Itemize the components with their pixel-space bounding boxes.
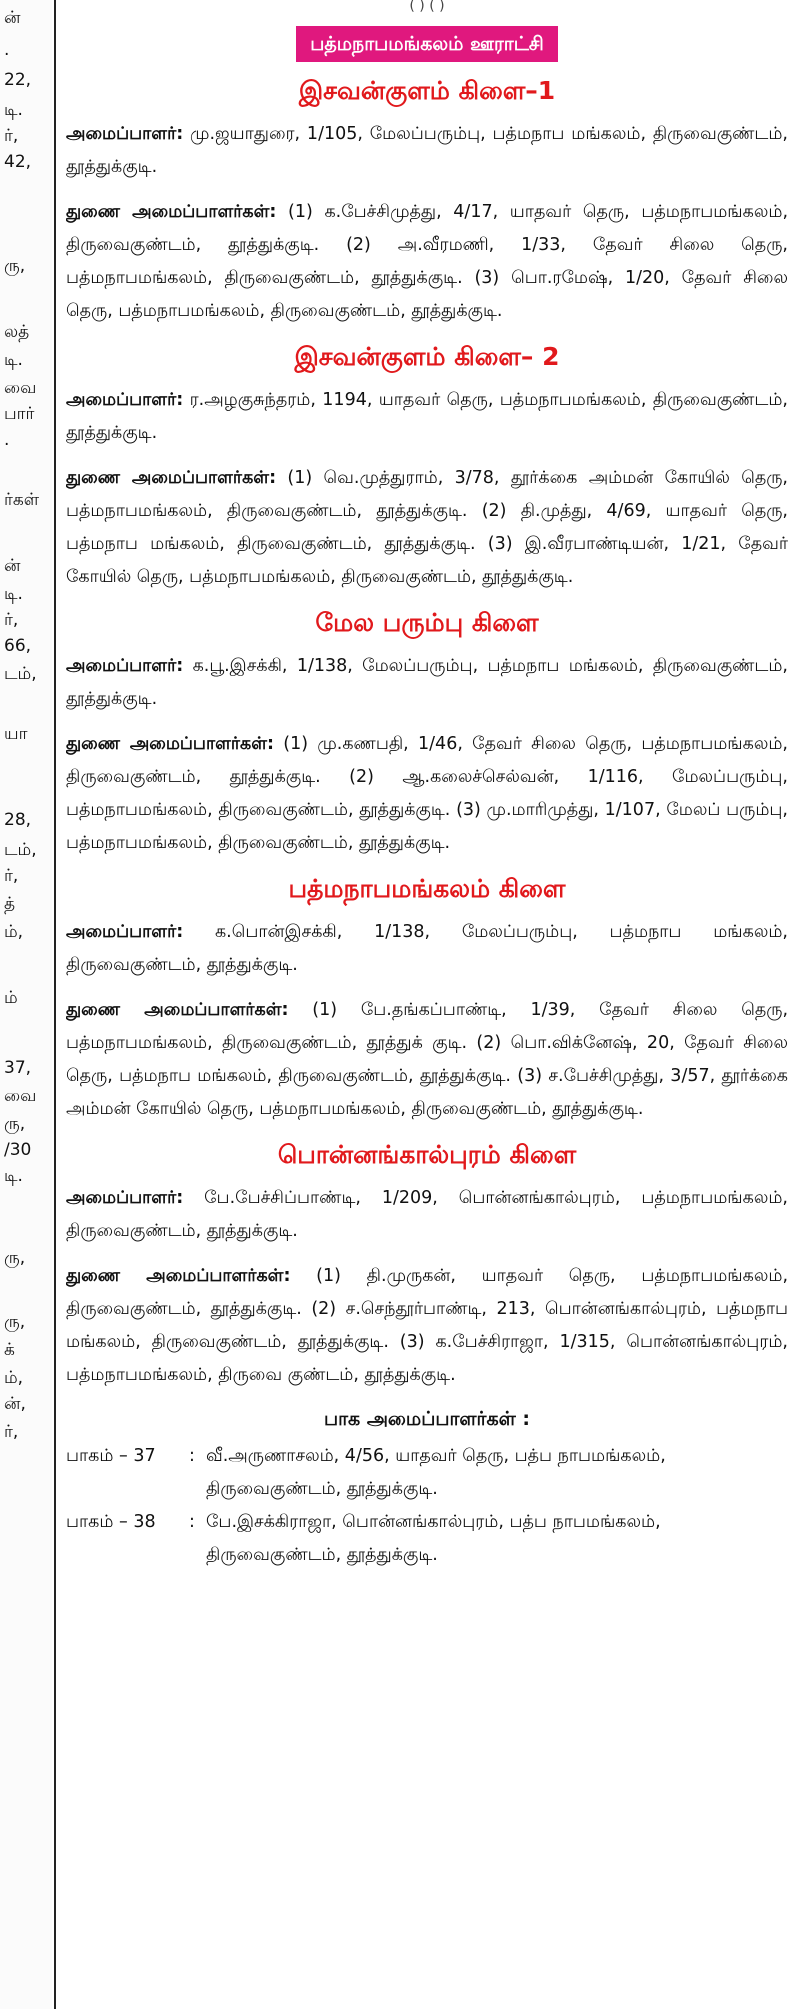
- convenor-paragraph: [66, 650, 788, 716]
- booth-name: பாகம் – 38: [66, 1512, 156, 1532]
- adjacent-text-fragment: ரு,: [4, 1248, 26, 1268]
- convenor-label: அமைப்பாளர்:: [66, 922, 184, 942]
- adjacent-text-fragment: ர்கள்: [4, 490, 40, 510]
- convenor-details: மு.ஜயாதுரை, 1/105, மேலப்பரும்பு, பத்மநாப மங்கலம், திருவைகுண்டம், தூத்துக்குடி.: [66, 124, 788, 177]
- deputies-label: துணை அமைப்பாளர்கள்:: [66, 468, 277, 488]
- adjacent-text-fragment: வை: [4, 1086, 37, 1106]
- convenor-label: அமைப்பாளர்:: [66, 390, 184, 410]
- convenor-paragraph: [66, 916, 788, 982]
- adjacent-text-fragment: 28,: [4, 810, 32, 830]
- adjacent-text-fragment: ர்,: [4, 610, 19, 630]
- deputies-details: (1) க.பேச்சிமுத்து, 4/17, யாதவர் தெரு, பத்மநாபமங்கலம், திருவைகுண்டம், தூத்துக்குடி. (2) அ.வீரமணி, 1/33, தேவர் சிலை தெரு, பத்மநாபமங்கலம், திருவைகுண்டம், தூத்துக்குடி. (3) பொ.ரமேஷ், 1/20, தேவர் சிலை தெரு, பத்மநாபமங்கலம், திருவைகுண்டம், தூத்துக்குடி.: [66, 202, 788, 321]
- booth-name: பாகம் – 37: [66, 1446, 156, 1466]
- adjacent-text-fragment: .: [4, 40, 10, 60]
- adjacent-text-fragment: த்: [4, 894, 16, 914]
- convenor-details: பே.பேச்சிப்பாண்டி, 1/209, பொன்னங்கால்புரம், பத்மநாபமங்கலம், திருவைகுண்டம், தூத்துக்குடி.: [66, 1188, 788, 1241]
- adjacent-text-fragment: பார்: [4, 404, 35, 424]
- adjacent-text-fragment: ம்,: [4, 922, 24, 942]
- convenor-details: க.பூ.இசக்கி, 1/138, மேலப்பரும்பு, பத்மநாப மங்கலம், திருவைகுண்டம், தூத்துக்குடி.: [66, 656, 788, 709]
- adjacent-text-fragment: டி.: [4, 584, 23, 604]
- adjacent-text-fragment: /30: [4, 1140, 32, 1160]
- deputies-label: துணை அமைப்பாளர்கள்:: [66, 734, 275, 754]
- panchayat-banner: பத்மநாபமங்கலம் ஊராட்சி: [296, 26, 557, 62]
- adjacent-text-fragment: டி.: [4, 100, 23, 120]
- adjacent-text-fragment: ர்,: [4, 1422, 19, 1442]
- convenor-label: அமைப்பாளர்:: [66, 124, 184, 144]
- adjacent-text-fragment: டி.: [4, 1166, 23, 1186]
- booth-colon: :: [189, 1446, 195, 1466]
- deputies-paragraph: [66, 994, 788, 1126]
- adjacent-text-fragment: யா: [4, 724, 28, 744]
- banner-wrap: [66, 26, 788, 62]
- adjacent-text-fragment: ம்: [4, 988, 18, 1008]
- adjacent-text-fragment: ன்: [4, 8, 21, 28]
- deputies-details: (1) மு.கணபதி, 1/46, தேவர் சிலை தெரு, பத்மநாபமங்கலம், திருவைகுண்டம், தூத்துக்குடி. (2) ஆ.கலைச்செல்வன், 1/116, மேலப்பரும்பு, பத்மநாபமங்கலம், திருவைகுண்டம், தூத்துக்குடி. (3) மு.மாரிமுத்து, 1/107, மேலப் பரும்பு, பத்மநாபமங்கலம், திருவைகுண்டம், தூத்துக்குடி.: [66, 734, 788, 853]
- adjacent-text-fragment: ரு,: [4, 1114, 26, 1134]
- branch-title: மேல பரும்பு கிளை: [315, 608, 539, 637]
- convenor-details: க.பொன்இசக்கி, 1/138, மேலப்பரும்பு, பத்மநாப மங்கலம், திருவைகுண்டம், தூத்துக்குடி.: [66, 922, 788, 975]
- adjacent-text-fragment: .: [4, 430, 10, 450]
- convenor-label: அமைப்பாளர்:: [66, 656, 184, 676]
- article-column: [66, 0, 788, 2009]
- adjacent-text-fragment: ர்,: [4, 126, 19, 146]
- adjacent-text-fragment: 22,: [4, 70, 32, 90]
- adjacent-text-fragment: ம்,: [4, 1368, 24, 1388]
- adjacent-text-fragment: ன்,: [4, 1394, 26, 1414]
- booth-row: [66, 1440, 788, 1506]
- branch-title: இசவன்குளம் கிளை–1: [298, 76, 556, 105]
- adjacent-text-fragment: 42,: [4, 152, 32, 172]
- branch-title: பொன்னங்கால்புரம் கிளை: [277, 1140, 577, 1169]
- convenor-details: ர.அழகுசுந்தரம், 1194, யாதவர் தெரு, பத்மநாபமங்கலம், திருவைகுண்டம், தூத்துக்குடி.: [66, 390, 788, 443]
- deputies-paragraph: [66, 462, 788, 594]
- convenor-paragraph: [66, 1182, 788, 1248]
- adjacent-column-fragment: [0, 0, 52, 2009]
- adjacent-text-fragment: டம்,: [4, 840, 37, 860]
- adjacent-text-fragment: ரு,: [4, 1312, 26, 1332]
- booth-list: [66, 1440, 788, 1572]
- deputies-paragraph: [66, 1260, 788, 1392]
- convenor-label: அமைப்பாளர்:: [66, 1188, 184, 1208]
- booth-row: [66, 1506, 788, 1572]
- deputies-paragraph: [66, 728, 788, 860]
- deputies-details: (1) வெ.முத்துராம், 3/78, தூர்க்கை அம்மன் கோயில் தெரு, பத்மநாபமங்கலம், திருவைகுண்டம், தூத்துக்குடி. (2) தி.முத்து, 4/69, யாதவர் தெரு, பத்மநாப மங்கலம், திருவைகுண்டம், தூத்துக்குடி. (3) இ.வீரபாண்டியன், 1/21, தேவர் கோயில் தெரு, பத்மநாபமங்கலம், திருவைகுண்டம், தூத்துக்குடி.: [66, 468, 788, 587]
- booth-colon: :: [189, 1512, 195, 1532]
- deputies-details: (1) தி.முருகன், யாதவர் தெரு, பத்மநாபமங்கலம், திருவைகுண்டம், தூத்துக்குடி. (2) ச.செந்தூர்பாண்டி, 213, பொன்னங்கால்புரம், பத்மநாப மங்கலம், திருவைகுண்டம், தூத்துக்குடி. (3) க.பேச்சிராஜா, 1/315, பொன்னங்கால்புரம், பத்மநாபமங்கலம், திருவை குண்டம், தூத்துக்குடி.: [66, 1266, 788, 1385]
- branch-title: பத்மநாபமங்கலம் கிளை: [288, 874, 566, 903]
- deputies-label: துணை அமைப்பாளர்கள்:: [66, 1000, 289, 1020]
- adjacent-text-fragment: ன்: [4, 556, 21, 576]
- adjacent-text-fragment: டம்,: [4, 664, 37, 684]
- adjacent-text-fragment: வை: [4, 378, 37, 398]
- adjacent-text-fragment: க்: [4, 1340, 15, 1360]
- adjacent-text-fragment: லத்: [4, 322, 30, 342]
- convenor-paragraph: [66, 384, 788, 450]
- deputies-details: (1) பே.தங்கப்பாண்டி, 1/39, தேவர் சிலை தெரு, பத்மநாபமங்கலம், திருவைகுண்டம், தூத்துக் குடி. (2) பொ.விக்னேஷ், 20, தேவர் சிலை தெரு, பத்மநாப மங்கலம், திருவைகுண்டம், தூத்துக்குடி. (3) ச.பேச்சிமுத்து, 3/57, தூர்க்கை அம்மன் கோயில் தெரு, பத்மநாபமங்கலம், திருவைகுண்டம், தூத்துக்குடி.: [66, 1000, 788, 1119]
- convenor-paragraph: [66, 118, 788, 184]
- column-divider: [54, 0, 56, 2009]
- adjacent-text-fragment: ரு,: [4, 256, 26, 276]
- booth-text: வீ.அருணாசலம், 4/56, யாதவர் தெரு, பத்ப நாபமங்கலம், திருவைகுண்டம், தூத்துக்குடி.: [206, 1446, 666, 1499]
- deputies-label: துணை அமைப்பாளர்கள்:: [66, 202, 277, 222]
- branch-sections: [66, 74, 788, 1392]
- branch-title: இசவன்குளம் கிளை– 2: [294, 342, 560, 371]
- adjacent-text-fragment: 66,: [4, 636, 32, 656]
- deputies-paragraph: [66, 196, 788, 328]
- booth-heading: பாக அமைப்பாளர்கள் :: [323, 1408, 530, 1430]
- adjacent-text-fragment: 37,: [4, 1058, 32, 1078]
- deputies-label: துணை அமைப்பாளர்கள்:: [66, 1266, 291, 1286]
- adjacent-text-fragment: டி.: [4, 350, 23, 370]
- booth-text: பே.இசக்கிராஜா, பொன்னங்கால்புரம், பத்ப நாபமங்கலம், திருவைகுண்டம், தூத்துக்குடி.: [206, 1512, 661, 1565]
- top-cut-text: ( ) ( ): [409, 0, 445, 12]
- adjacent-text-fragment: ர்,: [4, 866, 19, 886]
